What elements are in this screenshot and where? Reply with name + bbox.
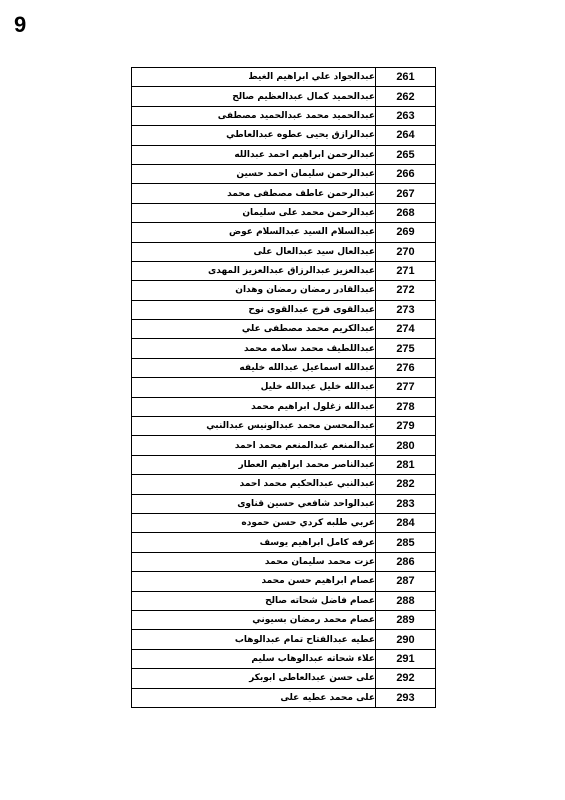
name-cell: عبدالرازق يحيى عطوه عبدالعاطي bbox=[132, 126, 376, 145]
number-cell: 280 bbox=[376, 436, 436, 455]
table-row bbox=[132, 494, 436, 513]
name-cell: عبدالله اسماعيل عبدالله خليفه bbox=[132, 358, 376, 377]
number-cell: 265 bbox=[376, 145, 436, 164]
number-cell: 290 bbox=[376, 630, 436, 649]
name-cell: عبدالعزيز عبدالرزاق عبدالعزيز المهدى bbox=[132, 261, 376, 280]
name-cell: عبدالنبي عبدالحكيم محمد احمد bbox=[132, 475, 376, 494]
name-cell: عصام فاضل شحاته صالح bbox=[132, 591, 376, 610]
table-row bbox=[132, 358, 436, 377]
table-row bbox=[132, 126, 436, 145]
table-row bbox=[132, 261, 436, 280]
number-cell: 275 bbox=[376, 339, 436, 358]
table-row bbox=[132, 591, 436, 610]
number-cell: 270 bbox=[376, 242, 436, 261]
number-cell: 276 bbox=[376, 358, 436, 377]
name-cell: عبدالجواد علي ابراهيم الغيط bbox=[132, 68, 376, 87]
number-cell: 264 bbox=[376, 126, 436, 145]
number-cell: 286 bbox=[376, 552, 436, 571]
number-cell: 278 bbox=[376, 397, 436, 416]
name-cell: عبدالرحمن عاطف مصطفى محمد bbox=[132, 184, 376, 203]
table-row bbox=[132, 513, 436, 532]
table-row bbox=[132, 669, 436, 688]
name-cell: عبدالرحمن محمد على سليمان bbox=[132, 203, 376, 222]
table-row bbox=[132, 533, 436, 552]
name-cell: عزت محمد سليمان محمد bbox=[132, 552, 376, 571]
table-row bbox=[132, 572, 436, 591]
name-cell: عصام محمد رمضان بسيوني bbox=[132, 610, 376, 629]
number-cell: 281 bbox=[376, 455, 436, 474]
name-cell: عصام ابراهيم حسن محمد bbox=[132, 572, 376, 591]
roster-body bbox=[132, 68, 436, 708]
number-cell: 262 bbox=[376, 87, 436, 106]
table-row bbox=[132, 630, 436, 649]
table-row bbox=[132, 475, 436, 494]
number-cell: 279 bbox=[376, 417, 436, 436]
number-cell: 277 bbox=[376, 378, 436, 397]
table-row bbox=[132, 68, 436, 87]
table-row bbox=[132, 145, 436, 164]
name-cell: عبدالناصر محمد ابراهيم العطار bbox=[132, 455, 376, 474]
number-cell: 291 bbox=[376, 649, 436, 668]
name-cell: على محمد عطيه على bbox=[132, 688, 376, 707]
number-cell: 274 bbox=[376, 320, 436, 339]
table-row bbox=[132, 649, 436, 668]
name-cell: عبدالحميد كمال عبدالعظيم صالح bbox=[132, 87, 376, 106]
number-cell: 288 bbox=[376, 591, 436, 610]
table-row bbox=[132, 552, 436, 571]
table-row bbox=[132, 106, 436, 125]
table-row bbox=[132, 417, 436, 436]
name-cell: عربي طلبه كردي حسن حموده bbox=[132, 513, 376, 532]
number-cell: 283 bbox=[376, 494, 436, 513]
number-cell: 261 bbox=[376, 68, 436, 87]
table-row bbox=[132, 339, 436, 358]
number-cell: 292 bbox=[376, 669, 436, 688]
name-cell: عبدالله خليل عبدالله خليل bbox=[132, 378, 376, 397]
number-cell: 285 bbox=[376, 533, 436, 552]
table-row bbox=[132, 397, 436, 416]
name-cell: عبدالعال سيد عبدالعال على bbox=[132, 242, 376, 261]
name-cell: عطيه عبدالفتاح تمام عبدالوهاب bbox=[132, 630, 376, 649]
table-row bbox=[132, 184, 436, 203]
table-row bbox=[132, 223, 436, 242]
name-cell: عبدالحميد محمد عبدالحميد مصطفى bbox=[132, 106, 376, 125]
name-cell: علاء شحاته عبدالوهاب سليم bbox=[132, 649, 376, 668]
name-cell: عبدالله زغلول ابراهيم محمد bbox=[132, 397, 376, 416]
name-cell: عبدالسلام السيد عبدالسلام عوض bbox=[132, 223, 376, 242]
name-cell: عبدالقوى فرج عبدالقوى نوح bbox=[132, 300, 376, 319]
name-cell: عبداللطيف محمد سلامه محمد bbox=[132, 339, 376, 358]
number-cell: 272 bbox=[376, 281, 436, 300]
name-cell: عبدالرحمن سليمان احمد حسين bbox=[132, 164, 376, 183]
number-cell: 271 bbox=[376, 261, 436, 280]
table-row bbox=[132, 688, 436, 707]
table-row bbox=[132, 300, 436, 319]
table-row bbox=[132, 281, 436, 300]
table-row bbox=[132, 164, 436, 183]
table-row bbox=[132, 436, 436, 455]
table-row bbox=[132, 320, 436, 339]
number-cell: 267 bbox=[376, 184, 436, 203]
table-row bbox=[132, 455, 436, 474]
table-row bbox=[132, 610, 436, 629]
page-number: 9 bbox=[14, 12, 27, 37]
table-row bbox=[132, 203, 436, 222]
number-cell: 289 bbox=[376, 610, 436, 629]
table-row bbox=[132, 87, 436, 106]
name-cell: عرفه كامل ابراهيم يوسف bbox=[132, 533, 376, 552]
number-cell: 284 bbox=[376, 513, 436, 532]
roster-table bbox=[131, 67, 436, 708]
name-cell: عبدالرحمن ابراهيم احمد عبدالله bbox=[132, 145, 376, 164]
name-cell: عبدالمنعم عبدالمنعم محمد احمد bbox=[132, 436, 376, 455]
name-cell: عبدالواحد شافعي حسين قناوى bbox=[132, 494, 376, 513]
number-cell: 287 bbox=[376, 572, 436, 591]
number-cell: 269 bbox=[376, 223, 436, 242]
name-cell: على حسن عبدالعاطى ابوبكر bbox=[132, 669, 376, 688]
name-cell: عبدالكريم محمد مصطفى علي bbox=[132, 320, 376, 339]
name-cell: عبدالمحسن محمد عبدالونيس عبدالنبي bbox=[132, 417, 376, 436]
number-cell: 268 bbox=[376, 203, 436, 222]
name-cell: عبدالقادر رمضان رمضان وهدان bbox=[132, 281, 376, 300]
number-cell: 263 bbox=[376, 106, 436, 125]
number-cell: 293 bbox=[376, 688, 436, 707]
table-row bbox=[132, 378, 436, 397]
number-cell: 273 bbox=[376, 300, 436, 319]
number-cell: 266 bbox=[376, 164, 436, 183]
number-cell: 282 bbox=[376, 475, 436, 494]
table-row bbox=[132, 242, 436, 261]
